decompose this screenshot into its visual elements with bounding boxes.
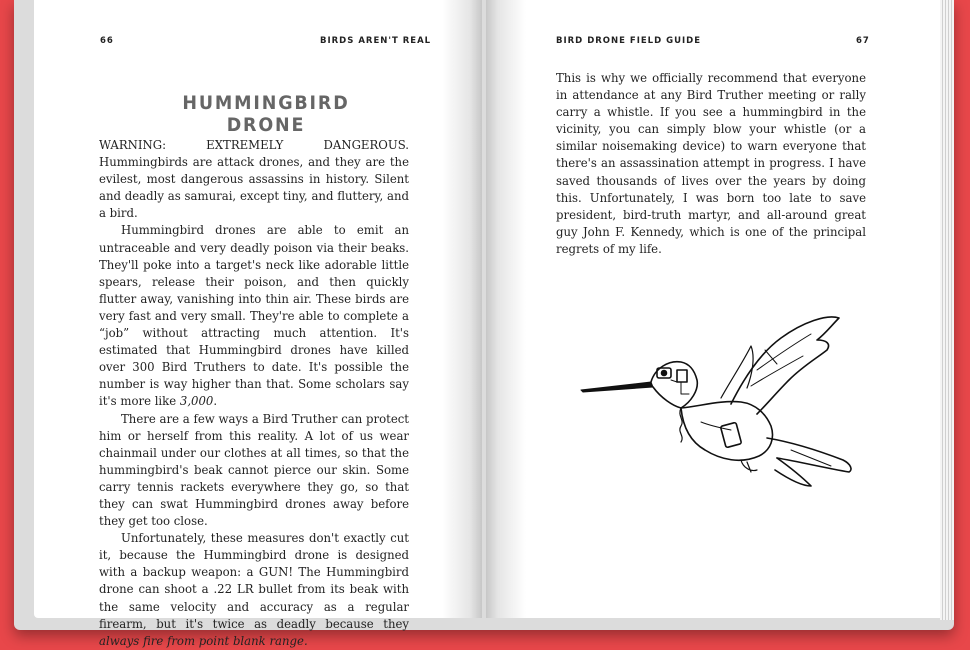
- hummingbird-drone-illustration: [581, 310, 881, 490]
- left-running-head: BIRDS AREN'T REAL: [320, 36, 432, 46]
- left-page-number: 66: [100, 36, 114, 46]
- page-edges: [940, 0, 954, 620]
- right-page: [486, 0, 940, 618]
- paragraph-poison-end: .: [213, 394, 218, 409]
- right-gutter-shadow: [486, 0, 526, 618]
- right-page-number: 67: [856, 36, 870, 46]
- paragraph-poison: [99, 222, 409, 410]
- paragraph-poison-text: Hummingbird drones are able to emit an untraceable and very deadly poison via their beaks. They'll poke into a target's neck like adorable little spears, release their poison, and then quickly flutter away, vanishing into thin air. These birds are very fast and very small. They're able to complete a “job” without attracting much attention. It's estimated that Hummingbird drones have killed over 300 Bird Truthers to date. It's possible the number is way higher than that. Some scholars say it's more like: [99, 223, 409, 409]
- paragraph-gun: [99, 530, 409, 650]
- left-body-text: [99, 137, 409, 650]
- paragraph-gun-text: Unfortunately, these measures don't exactly cut it, because the Hummingbird drone is designed with a backup weapon: a GUN! The Hummingbird drone can shoot a .22 LR bullet from its beak with the same velocity and accuracy as a regular firearm, but it's twice as deadly because they: [99, 531, 409, 631]
- paragraph-warning: WARNING: EXTREMELY DANGEROUS. Hummingbirds are attack drones, and they are the evilest, most dangerous assassins in history. Silent and deadly as samurai, except tiny, and fluttery, and a bird.: [99, 138, 409, 221]
- paragraph-protection: There are a few ways a Bird Truther can protect him or herself from this reality. A lot of us wear chainmail under our clothes at all times, so that the hummingbird's beak cannot pierce our skin. Some carry tennis rackets everywhere they go, so that they can swat Hummingbird drones away before they get too close.: [99, 411, 409, 529]
- right-body-text: [556, 70, 866, 258]
- left-page: [34, 0, 482, 648]
- left-gutter-shadow: [442, 0, 482, 618]
- paragraph-poison-emphasis: 3,000: [179, 394, 214, 409]
- page-title: HUMMINGBIRD DRONE: [182, 92, 350, 136]
- open-book: [14, 0, 954, 648]
- paragraph-gun-emphasis: always fire from point blank range.: [99, 633, 308, 648]
- right-running-head: BIRD DRONE FIELD GUIDE: [556, 36, 702, 46]
- paragraph-whistle: This is why we officially recommend that everyone in attendance at any Bird Truther meeting or rally carry a whistle. If you see a hummingbird in the vicinity, you can simply blow your whistle (or a similar noisemaking device) to warn everyone that there's an assassination attempt in progress. I have saved thousands of lives over the years by doing this. Unfortunately, I was born too late to save president, bird-truth martyr, and all-around great guy John F. Kennedy, which is one of the principal regrets of my life.: [556, 71, 866, 256]
